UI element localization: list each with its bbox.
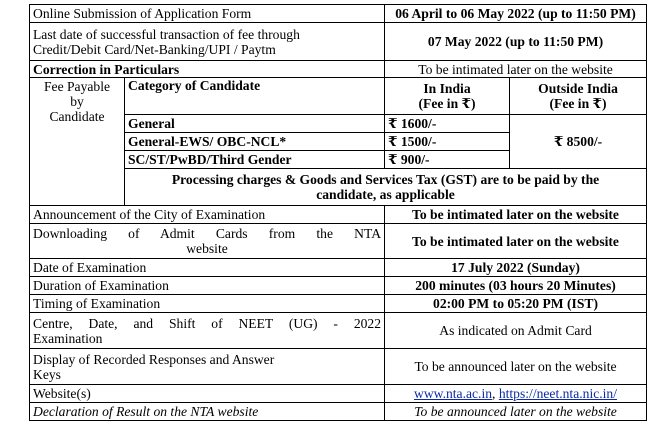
correction-value: To be intimated later on the website [385,61,647,78]
fee-category-amount: ₹ 900/- [385,151,510,169]
result-value: To be announced later on the website [385,403,647,421]
centre-label [30,313,385,349]
last-date-fee-label-line2: Credit/Debit Card/Net-Banking/UPI / Paytm [33,41,276,57]
fee-gst-note [125,169,647,206]
row-result [30,403,647,421]
fee-col-india-line1: In India [423,81,471,96]
correction-label: Correction in Particulars [30,61,385,78]
row-online-submission [30,5,647,23]
row-website [30,385,647,403]
row-exam-date [30,259,647,277]
fee-outside-amount: ₹ 8500/- [510,115,647,169]
timing-label: Timing of Examination [30,295,385,313]
fee-payable-label [30,78,125,206]
row-fee-header [30,78,647,115]
fee-category-name: SC/ST/PwBD/Third Gender [125,151,385,169]
website-link-nta[interactable]: www.nta.ac.in [414,386,493,401]
fee-col-outside-line1: Outside India [538,81,618,96]
centre-label-line2: Examination [33,330,103,346]
fee-category-amount: ₹ 1600/- [385,115,510,133]
fee-col-outside-line2: (Fee in ₹) [549,96,607,111]
admit-cards-label-line2: website [186,241,228,256]
fee-payable-line3: Candidate [49,109,105,124]
online-submission-value: 06 April to 06 May 2022 (up to 11:50 PM) [385,5,647,23]
admit-cards-value: To be intimated later on the website [385,224,647,259]
exam-date-label: Date of Examination [30,259,385,277]
centre-value: As indicated on Admit Card [385,313,647,349]
city-announcement-label: Announcement of the City of Examination [30,206,385,224]
row-centre [30,313,647,349]
fee-gst-line2: candidate, as applicable [316,187,455,202]
last-date-fee-label-line1: Last date of successful transaction of fee through [33,26,300,42]
centre-label-line1: Centre, Date, and Shift of NEET (UG) - 2022 [33,315,382,331]
result-label: Declaration of Result on the NTA website [30,403,385,421]
responses-label [30,349,385,385]
row-duration [30,277,647,295]
admit-cards-label [30,224,385,259]
admit-cards-label-line1: Downloading of Admit Cards from the NTA [33,226,382,241]
row-correction [30,61,647,78]
exam-date-value: 17 July 2022 (Sunday) [385,259,647,277]
fee-col-category: Category of Candidate [125,78,385,115]
fee-payable-line1: Fee Payable [43,79,111,94]
schedule-table [29,4,647,421]
fee-category-name: General-EWS/ OBC-NCL* [125,133,385,151]
responses-label-line1: Display of Recorded Responses and Answer [33,351,275,367]
fee-col-india-line2: (Fee in ₹) [418,96,476,111]
timing-value: 02:00 PM to 05:20 PM (IST) [385,295,647,313]
responses-value: To be announced later on the website [385,349,647,385]
website-value [385,385,647,403]
website-separator: , [492,386,499,401]
row-timing [30,295,647,313]
row-responses [30,349,647,385]
fee-col-india [385,78,510,115]
fee-col-outside [510,78,647,115]
last-date-fee-label [30,23,385,61]
row-last-date-fee [30,23,647,61]
responses-label-line2: Keys [33,366,61,382]
fee-gst-line1: Processing charges & Goods and Services Tax (GST) are to be paid by the [171,172,600,187]
duration-label: Duration of Examination [30,277,385,295]
fee-category-name: General [125,115,385,133]
row-admit-cards [30,224,647,259]
fee-payable-line2: by [70,94,84,109]
website-label: Website(s) [30,385,385,403]
duration-value: 200 minutes (03 hours 20 Minutes) [385,277,647,295]
fee-category-amount: ₹ 1500/- [385,133,510,151]
city-announcement-value: To be intimated later on the website [385,206,647,224]
online-submission-label: Online Submission of Application Form [30,5,385,23]
last-date-fee-value: 07 May 2022 (up to 11:50 PM) [385,23,647,61]
website-link-neet[interactable]: https://neet.nta.nic.in/ [498,386,617,401]
row-city-announcement [30,206,647,224]
